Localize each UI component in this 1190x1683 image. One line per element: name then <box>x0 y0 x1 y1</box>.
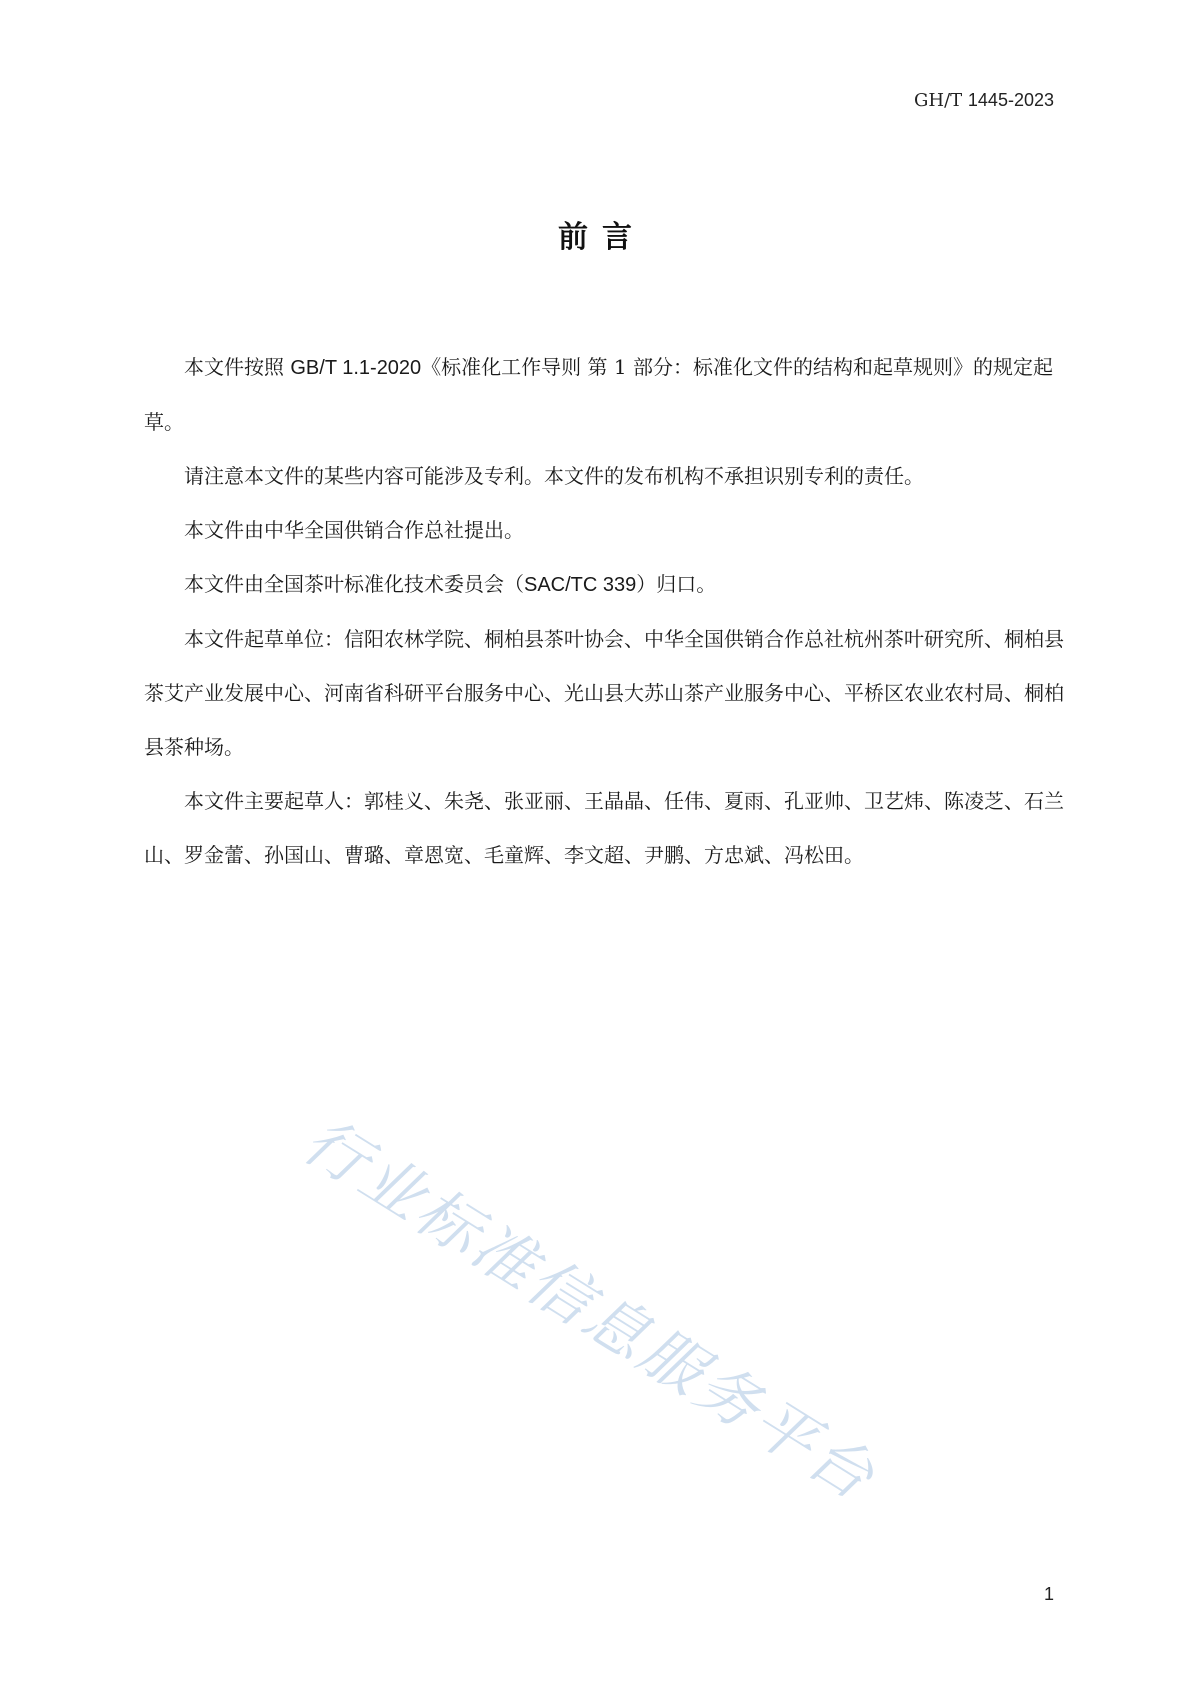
watermark-text: 行业标准信息服务平台 <box>290 1103 890 1516</box>
administrator-tail: ）归口。 <box>636 572 717 596</box>
page-number: 1 <box>1043 1584 1054 1604</box>
standard-code <box>914 88 1054 113</box>
standard-code-number: 1445-2023 <box>967 90 1054 110</box>
paragraph-proposer: 本文件由中华全国供销合作总社提出。 <box>184 518 524 542</box>
drafting-basis-lead: 本文件按照 <box>184 355 284 379</box>
paragraph-administrator <box>144 557 1068 612</box>
paragraph-patent-notice: 请注意本文件的某些内容可能涉及专利。本文件的发布机构不承担识别专利的责任。 <box>184 464 924 488</box>
drafting-basis-tail: 《标准化工作导则 第 1 部分：标准化文件的结构和起草规则》的规定起草。 <box>144 355 1053 434</box>
paragraph-drafting-units: 本文件起草单位：信阳农林学院、桐柏县茶叶协会、中华全国供销合作总社杭州茶叶研究所、桐柏县茶艾产业发展中心、河南省科研平台服务中心、光山县大苏山茶产业服务中心、平桥区农业农村局、桐柏县茶种场。 <box>144 627 1064 759</box>
administrator-ref: SAC/TC 339 <box>524 574 637 596</box>
page-title: 前言 <box>558 220 646 255</box>
standard-code-prefix: GH/T <box>914 90 963 111</box>
foreword-body <box>144 340 1068 882</box>
paragraph-drafters: 本文件主要起草人：郭桂义、朱尧、张亚丽、王晶晶、任伟、夏雨、孔亚帅、卫艺炜、陈凌芝、石兰山、罗金蕾、孙国山、曹璐、章恩宽、毛童辉、李文超、尹鹏、方忠斌、冯松田。 <box>144 789 1064 867</box>
administrator-lead: 本文件由全国茶叶标准化技术委员会（ <box>184 572 524 596</box>
drafting-basis-ref: GB/T 1.1-2020 <box>290 357 422 379</box>
paragraph-drafting-basis <box>144 340 1068 449</box>
